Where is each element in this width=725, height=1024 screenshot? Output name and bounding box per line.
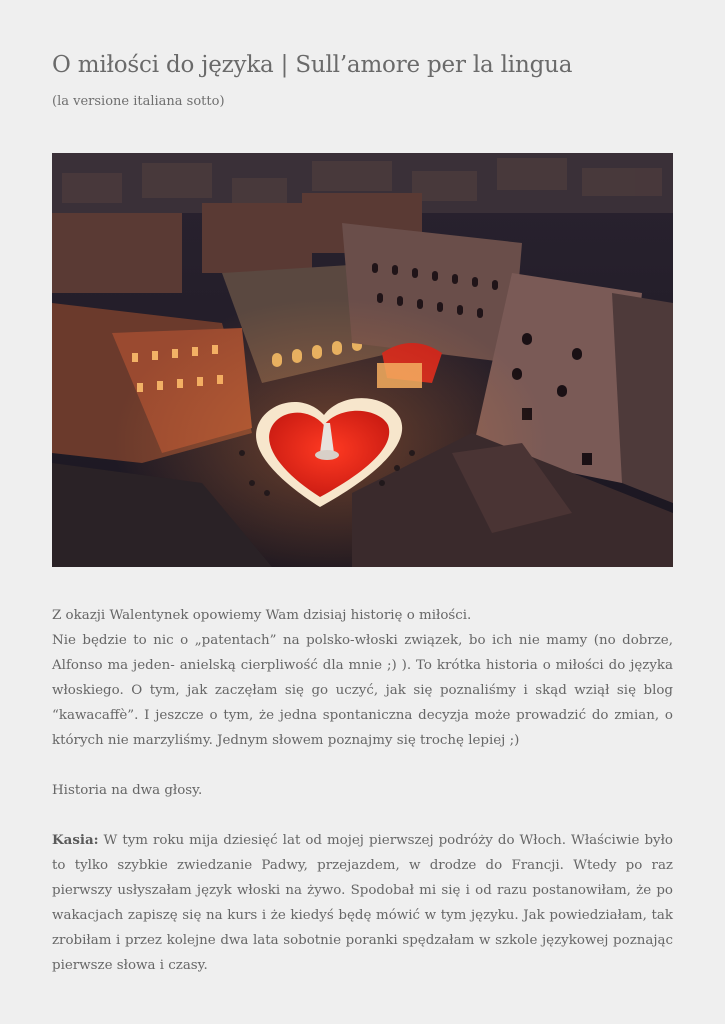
page-subtitle: (la versione italiana sotto)	[52, 94, 225, 109]
kasia-label: Kasia:	[52, 832, 99, 848]
article-photo	[52, 153, 673, 567]
page-title: O miłości do języka | Sull’amore per la lingua	[52, 52, 573, 78]
article-body	[52, 603, 673, 978]
story-heading: Historia na dwa głosy.	[52, 783, 203, 798]
intro-paragraph: Nie będzie to nic o „patentach” na polsko-włoski związek, bo ich nie mamy (no dobrze, Alfonso ma jeden- anielską cierpliwość dla mnie ;) ). To krótka historia o miłości do języka włoskiego. O tym, jak zaczęłam się go uczyć, jak się poznaliśmy i skąd wziął się blog “kawacaffè”. I jeszcze o tym, że jedna spontaniczna decyzja może prowadzić do zmian, o których nie marzyliśmy. Jednym słowem poznajmy się trochę lepiej ;)	[52, 633, 673, 748]
kasia-text: W tym roku mija dziesięć lat od mojej pierwszej podróży do Włoch. Właściwie było to tylko szybkie zwiedzanie Padwy, przejazdem, w drodze do Francji. Wtedy po raz pierwszy usłyszałam język włoski na żywo. Spodobał mi się i od razu postanowiłam, że po wakacjach zapiszę się na kurs i że kiedyś będę mówić w tym języku. Jak powiedziałam, tak zrobiłam i przez kolejne dwa lata sobotnie poranki spędzałam w szkole językowej poznając pierwsze słowa i czasy.	[52, 833, 673, 973]
intro-line: Z okazji Walentynek opowiemy Wam dzisiaj historię o miłości.	[52, 608, 472, 623]
kasia-paragraph	[52, 828, 673, 978]
